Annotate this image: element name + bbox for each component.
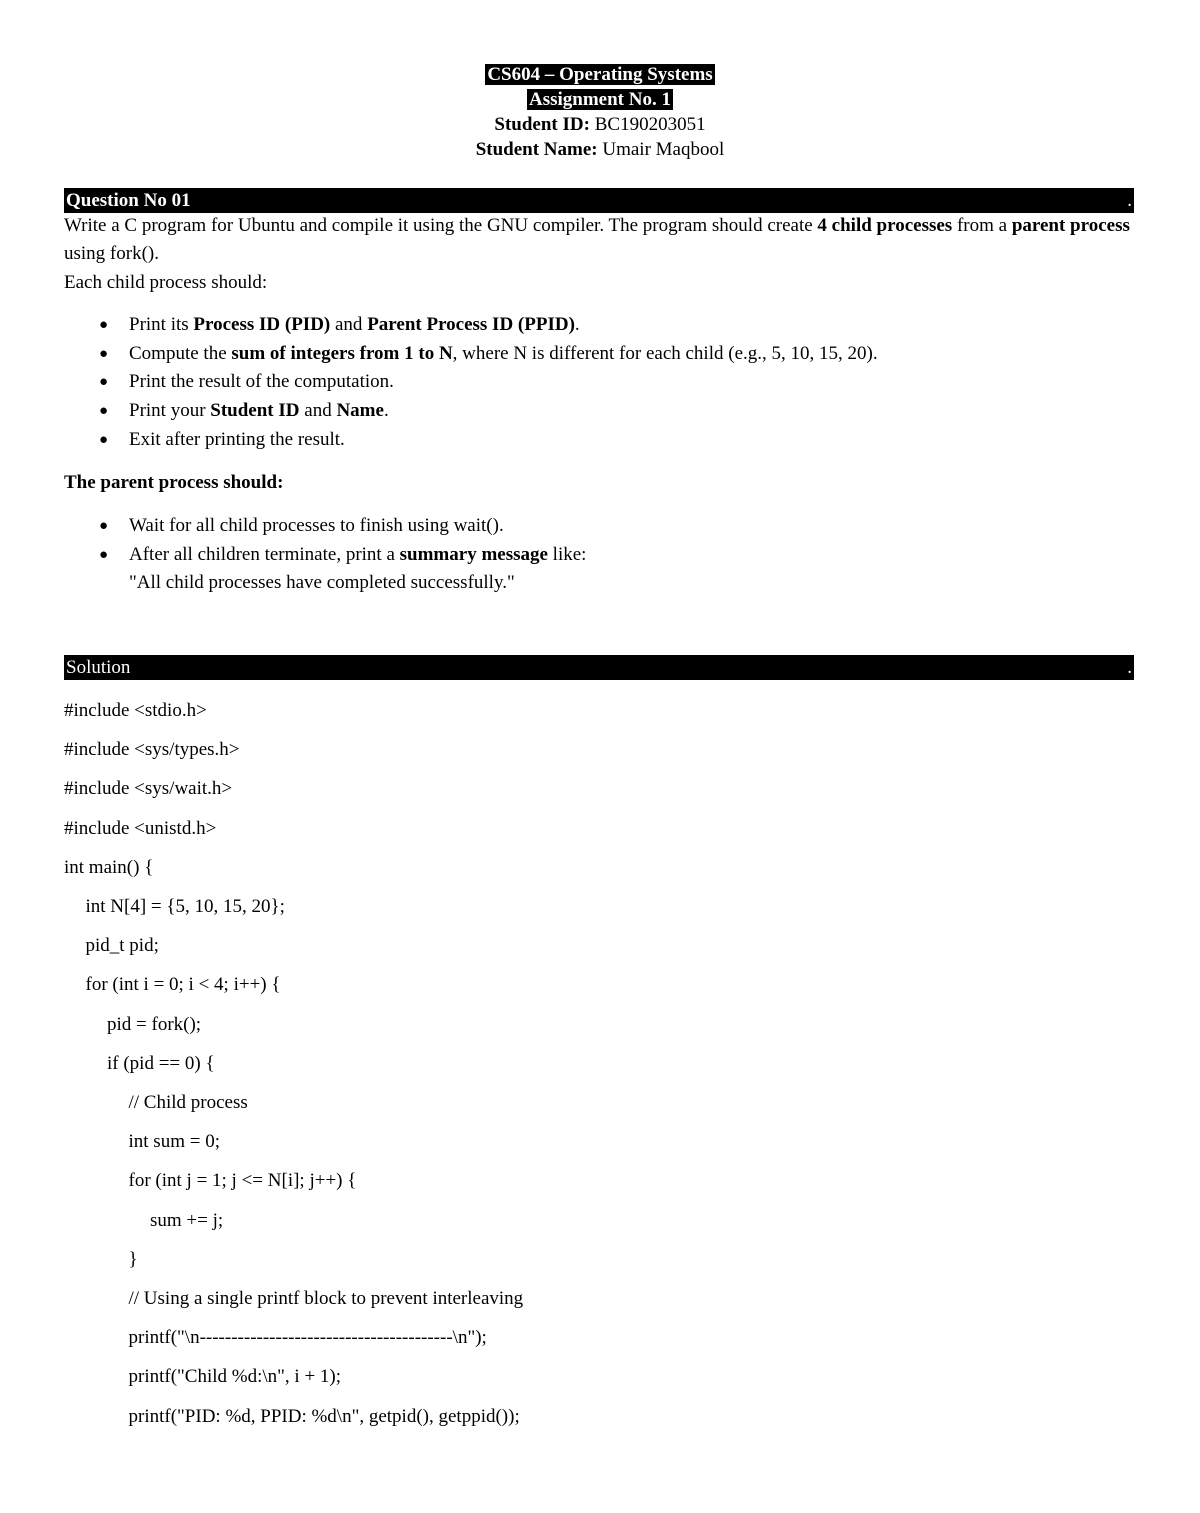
code-line: for (int j = 1; j <= N[i]; j++) { (128, 1170, 357, 1192)
bullet-icon: ● (99, 431, 109, 448)
text-run: Wait for all child processes to finish using wait(). (129, 515, 504, 536)
summary-quote: "All child processes have completed successfully." (129, 572, 515, 593)
parent-heading: The parent process should: (64, 472, 284, 493)
text-run: Print your (129, 400, 211, 422)
text-run: Exit after printing the result. (129, 428, 345, 450)
bullet-icon: ● (99, 374, 109, 391)
code-line: pid = fork(); (107, 1013, 202, 1035)
text-run: and (330, 314, 368, 335)
text-run: using fork(). (64, 243, 159, 264)
code-line: } (128, 1248, 138, 1270)
code-line: #include <stdio.h> (64, 700, 207, 721)
child-bullet-list (64, 311, 1134, 455)
code-line: int N[4] = {5, 10, 15, 20}; (85, 896, 285, 917)
code-line: printf("PID: %d, PPID: %d\n", getpid(), getppid()); (128, 1405, 520, 1427)
code-line: if (pid == 0) { (107, 1052, 215, 1074)
child-bullet-item (64, 340, 1134, 369)
child-bullet-item (64, 397, 1134, 426)
code-line: printf("\n----------------------------------------\n"); (128, 1327, 487, 1349)
code-line: #include <sys/wait.h> (64, 778, 233, 800)
solution-heading-dot: . (1127, 657, 1132, 678)
parent-bullet-item (64, 541, 1134, 570)
text-run: Print its (129, 314, 194, 335)
text-run: Write a C program for Ubuntu and compile it using the GNU compiler. The program should create (64, 215, 818, 236)
course-title: CS604 – Operating Systems (487, 64, 713, 85)
text-run: After all children terminate, print a (129, 543, 400, 565)
bold-text-run: Student ID (210, 400, 300, 422)
bold-text-run: Process ID (PID) (193, 314, 331, 335)
code-line: #include <sys/types.h> (64, 739, 240, 761)
text-run: like: (547, 543, 587, 565)
bold-text-run: Parent Process ID (PPID) (367, 314, 575, 335)
text-run: and (299, 400, 337, 422)
code-line: // Child process (128, 1092, 248, 1113)
bullet-icon: ● (99, 317, 109, 333)
child-intro: Each child process should: (64, 272, 268, 293)
parent-bullet-list (64, 512, 1134, 569)
code-line: printf("Child %d:\n", i + 1); (128, 1366, 342, 1388)
solution-heading: Solution (66, 657, 131, 678)
text-run: from a (952, 215, 1012, 236)
student-name-label: Student Name: (475, 139, 598, 160)
code-line: pid_t pid; (85, 935, 159, 957)
bold-text-run: Name (336, 400, 384, 422)
text-run: , where N is different for each child (e.g., 5, 10, 15, 20). (452, 342, 878, 364)
question-heading-dot: . (1127, 190, 1132, 211)
question-heading: Question No 01 (66, 190, 191, 211)
bullet-icon: ● (99, 345, 109, 362)
child-bullet-item (64, 311, 1134, 340)
code-line: #include <unistd.h> (64, 817, 217, 839)
code-line: int sum = 0; (128, 1131, 220, 1153)
bullet-icon: ● (99, 546, 109, 563)
text-run: Print the result of the computation. (129, 371, 394, 393)
assignment-number: Assignment No. 1 (529, 89, 671, 110)
child-bullet-item (64, 426, 1134, 455)
document-header (0, 62, 1200, 162)
bold-text-run: parent process (1011, 215, 1130, 236)
text-run: . (383, 400, 389, 422)
bullet-icon: ● (99, 403, 109, 420)
student-id-value: BC190203051 (594, 114, 706, 135)
question-intro (64, 212, 1134, 268)
bullet-icon: ● (99, 518, 109, 534)
child-bullet-item (64, 368, 1134, 397)
student-id-line (0, 112, 1200, 137)
bold-text-run: summary message (399, 543, 548, 565)
text-run: . (574, 314, 580, 335)
student-name-value: Umair Maqbool (602, 139, 725, 160)
bold-text-run: 4 child processes (817, 215, 953, 236)
code-line: // Using a single printf block to prevent interleaving (128, 1288, 524, 1309)
student-id-label: Student ID: (494, 114, 590, 135)
bold-text-run: sum of integers from 1 to N (231, 342, 453, 364)
code-line: sum += j; (150, 1209, 224, 1231)
code-line: int main() { (64, 856, 154, 878)
student-name-line (0, 137, 1200, 162)
text-run: Compute the (129, 342, 232, 364)
parent-bullet-item (64, 512, 1134, 541)
solution-heading-bar (64, 655, 1134, 680)
question-heading-bar (64, 188, 1134, 213)
code-line: for (int i = 0; i < 4; i++) { (85, 974, 281, 996)
